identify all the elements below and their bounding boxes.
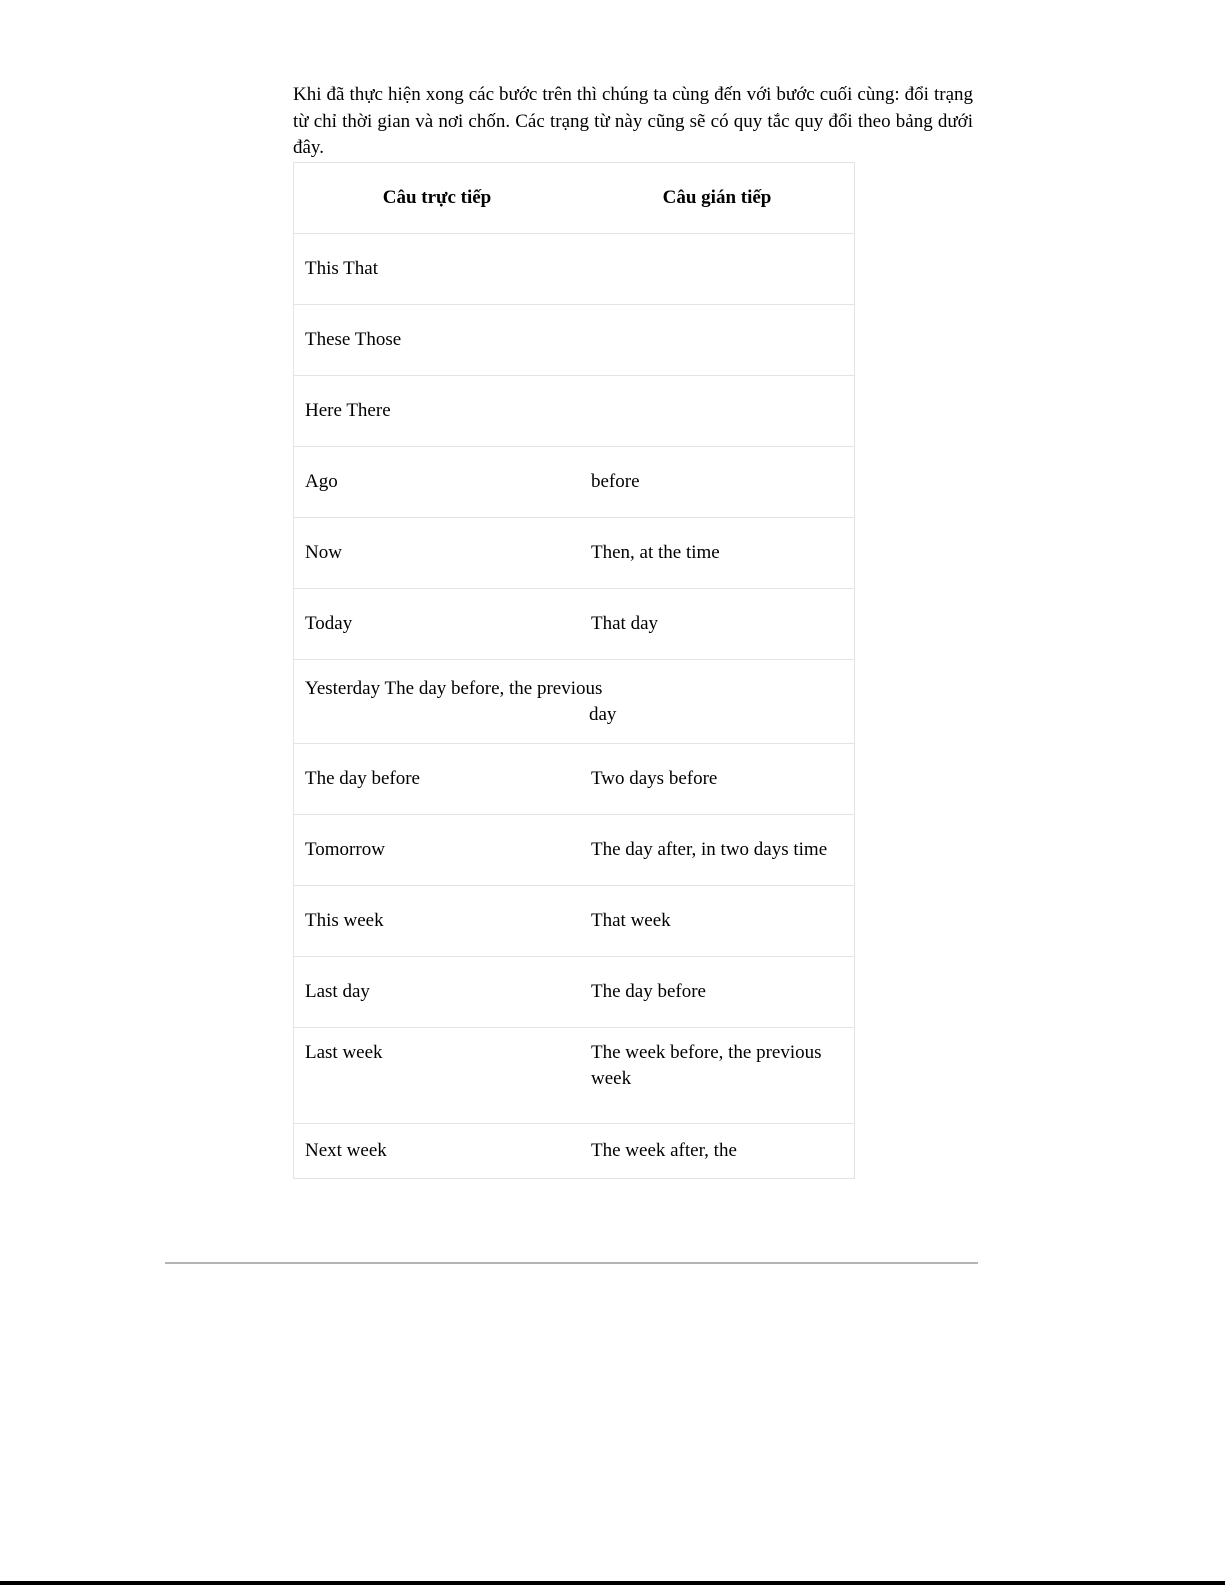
direct-cell: Last day (294, 957, 581, 1028)
direct-text: Yesterday The day before, the previous (305, 677, 603, 699)
indirect-cell: The week after, the (580, 1124, 855, 1179)
table-row (294, 589, 855, 660)
table-row (294, 886, 855, 957)
table-row (294, 1028, 855, 1124)
direct-cell: Here There (294, 376, 581, 447)
direct-cell: Next week (294, 1124, 581, 1179)
table-header-row (294, 163, 855, 234)
table-row (294, 660, 855, 744)
direct-cell: The day before (294, 744, 581, 815)
table-row (294, 957, 855, 1028)
table-row (294, 518, 855, 589)
direct-cell: These Those (294, 305, 581, 376)
indirect-cell: That day (580, 589, 855, 660)
page-bottom-border (0, 1581, 1225, 1585)
table-row (294, 815, 855, 886)
table-row (294, 1124, 855, 1179)
direct-cell: Tomorrow (294, 815, 581, 886)
header-indirect: Câu gián tiếp (580, 163, 855, 234)
table-row (294, 305, 855, 376)
table-row (294, 447, 855, 518)
indirect-cell: The week before, the previous week (580, 1028, 855, 1124)
indirect-cell (580, 234, 855, 305)
direct-cell: This week (294, 886, 581, 957)
horizontal-divider (165, 1262, 978, 1264)
merged-cell (294, 660, 855, 744)
table-row (294, 234, 855, 305)
table-row (294, 376, 855, 447)
indirect-cell: The day before (580, 957, 855, 1028)
direct-cell: Today (294, 589, 581, 660)
indirect-cell: The day after, in two days time (580, 815, 855, 886)
direct-cell: Last week (294, 1028, 581, 1124)
header-direct: Câu trực tiếp (294, 163, 581, 234)
intro-paragraph: Khi đã thực hiện xong các bước trên thì chúng ta cùng đến với bước cuối cùng: đổi trạng từ chỉ thời gian và nơi chốn. Các trạng từ này cũng sẽ có quy tắc quy đổi theo bảng dưới đây. (293, 84, 973, 158)
table-row (294, 744, 855, 815)
direct-cell: Now (294, 518, 581, 589)
indirect-cell: That week (580, 886, 855, 957)
indirect-cell (580, 305, 855, 376)
direct-cell: This That (294, 234, 581, 305)
indirect-cell: Then, at the time (580, 518, 855, 589)
indirect-cell: Two days before (580, 744, 855, 815)
indirect-text: day (589, 703, 617, 725)
direct-cell: Ago (294, 447, 581, 518)
adverb-conversion-table (293, 162, 855, 1179)
indirect-cell (580, 376, 855, 447)
indirect-cell: before (580, 447, 855, 518)
